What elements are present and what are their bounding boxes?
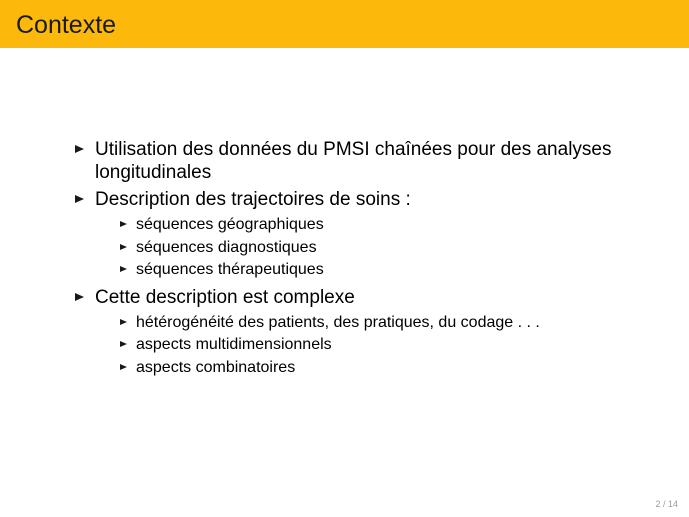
bullet-item-text: Cette description est complexe bbox=[95, 286, 355, 308]
small-triangle-bullet-icon bbox=[120, 221, 127, 227]
sub-list bbox=[95, 214, 672, 282]
triangle-bullet-icon bbox=[75, 195, 84, 203]
small-triangle-bullet-icon bbox=[120, 244, 127, 250]
sub-list bbox=[95, 312, 672, 380]
sub-item bbox=[118, 259, 672, 282]
sub-item-text: hétérogénéité des patients, des pratiques, du codage . . . bbox=[136, 313, 540, 331]
sub-item bbox=[118, 214, 672, 237]
bullet-item-2 bbox=[72, 188, 672, 282]
slide-title: Contexte bbox=[16, 11, 117, 39]
sub-item bbox=[118, 357, 672, 380]
sub-item bbox=[118, 312, 672, 335]
title-bar bbox=[0, 0, 689, 48]
small-triangle-bullet-icon bbox=[120, 266, 127, 272]
triangle-bullet-icon bbox=[75, 145, 84, 153]
sub-item-text: séquences diagnostiques bbox=[136, 238, 317, 256]
small-triangle-bullet-icon bbox=[120, 319, 127, 325]
bullet-item-text: Description des trajectoires de soins : bbox=[95, 189, 411, 210]
bullet-item-3 bbox=[72, 286, 672, 380]
small-triangle-bullet-icon bbox=[120, 364, 127, 370]
sub-item-text: séquences thérapeutiques bbox=[136, 261, 324, 278]
sub-item-text: aspects multidimensionnels bbox=[136, 336, 332, 353]
bullet-item-text: Utilisation des données du PMSI chaînées pour des analyses longitudinales bbox=[95, 139, 612, 183]
sub-item bbox=[118, 334, 672, 357]
sub-item-text: séquences géographiques bbox=[136, 216, 324, 233]
page-number: 2 / 14 bbox=[655, 499, 678, 509]
sub-item-text: aspects combinatoires bbox=[136, 358, 296, 376]
small-triangle-bullet-icon bbox=[120, 341, 127, 347]
sub-item bbox=[118, 237, 672, 260]
bullet-item-1 bbox=[72, 138, 672, 184]
triangle-bullet-icon bbox=[75, 293, 84, 301]
slide-content bbox=[72, 138, 672, 379]
